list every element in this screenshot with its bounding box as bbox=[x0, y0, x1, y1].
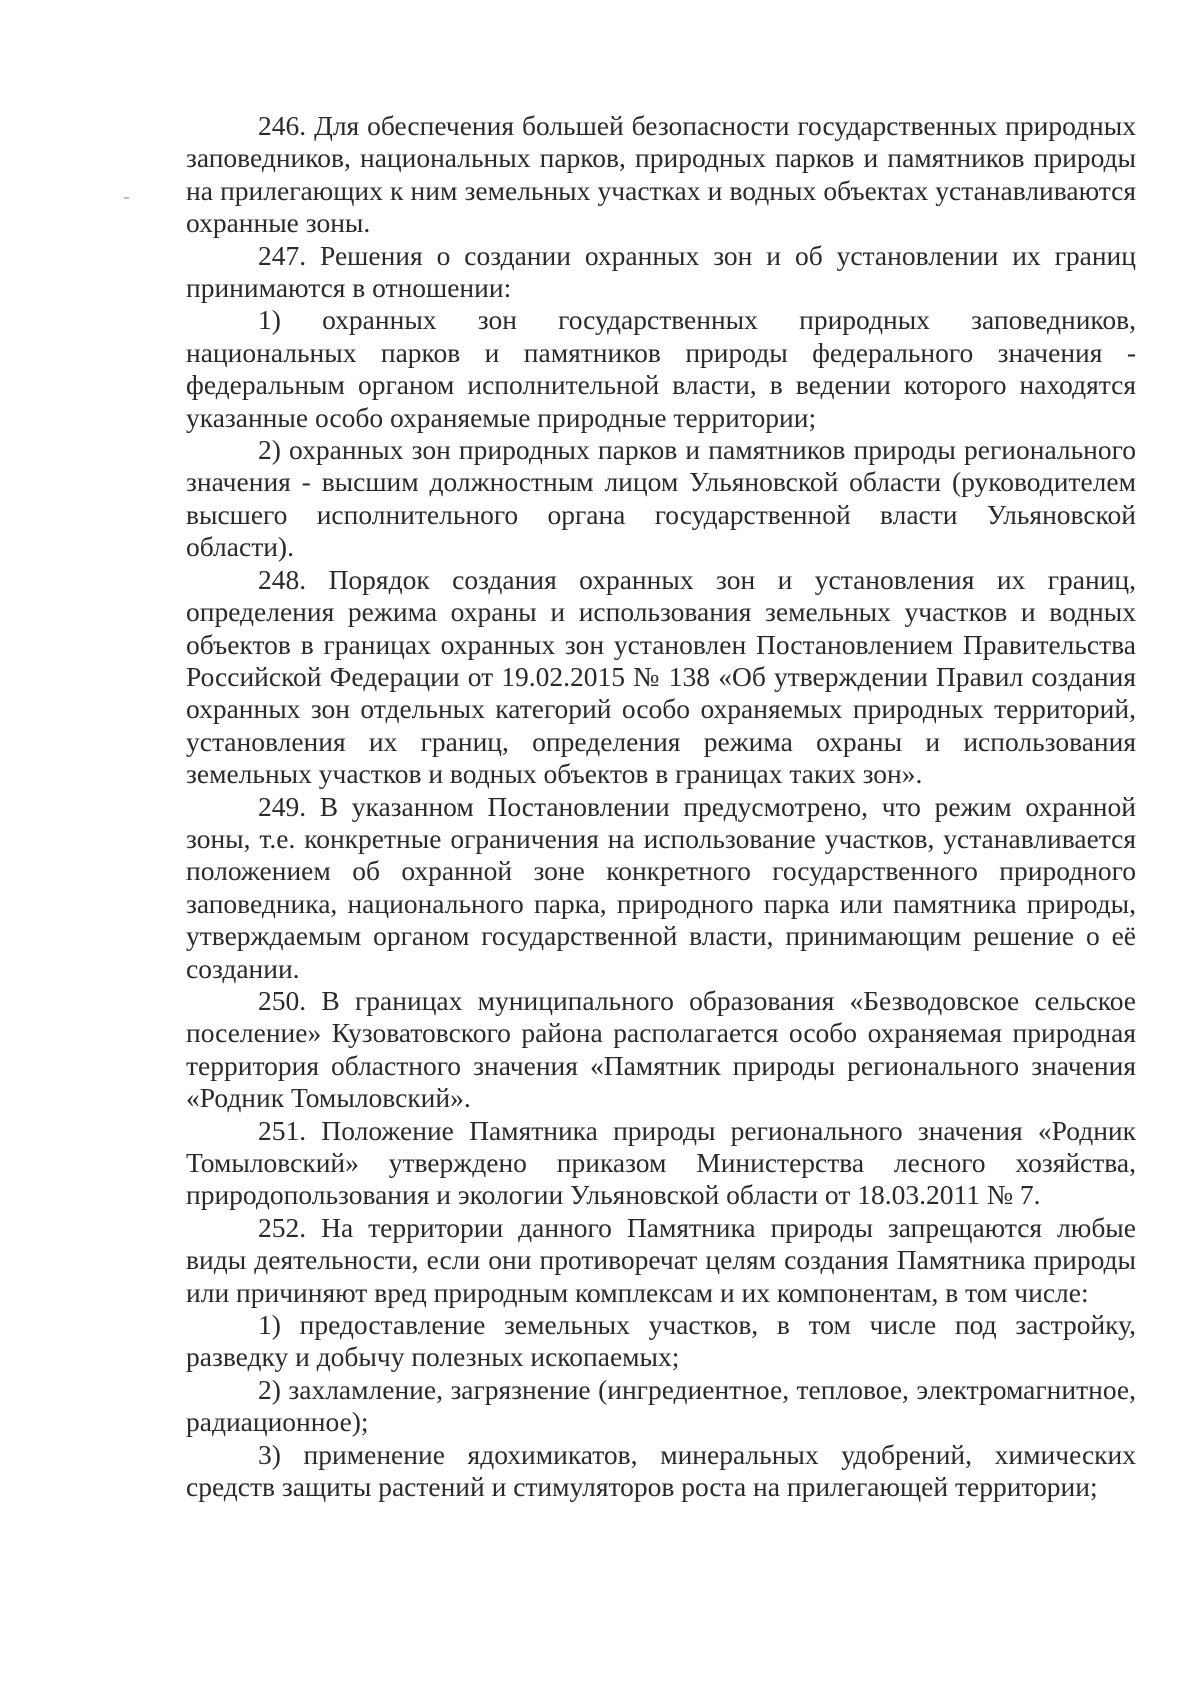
paragraph-251: 251. Положение Памятника природы регионального значения «Родник Томыловский» утверждено приказом Министерства лесного хозяйства, природопользования и экологии Ульяновской области от 18.03.2011 № 7. bbox=[186, 1114, 1136, 1211]
document-body bbox=[186, 110, 1136, 1503]
paragraph-247-item-2: 2) охранных зон природных парков и памятников природы регионального значения - высшим должностным лицом Ульяновской области (руководителем высшего исполнительного органа государственной власти Ульяновской области). bbox=[186, 434, 1136, 563]
paragraph-249: 249. В указанном Постановлении предусмотрено, что режим охранной зоны, т.е. конкретные ограничения на использование участков, устанавливается положением об охранной зоне конкретного государственного природного заповедника, национального парка, природного парка или памятника природы, утверждаемым органом государственной власти, принимающим решение о её создании. bbox=[186, 790, 1136, 984]
paragraph-252: 252. На территории данного Памятника природы запрещаются любые виды деятельности, если они противоречат целям создания Памятника природы или причиняют вред природным комплексам и их компонентам, в том числе: bbox=[186, 1211, 1136, 1308]
paragraph-247: 247. Решения о создании охранных зон и об установлении их границ принимаются в отношении: bbox=[186, 239, 1136, 304]
paragraph-250: 250. В границах муниципального образования «Безводовское сельское поселение» Кузоватовского района располагается особо охраняемая природная территория областного значения «Памятник природы регионального значения «Родник Томыловский». bbox=[186, 984, 1136, 1114]
paragraph-252-item-3: 3) применение ядохимикатов, минеральных удобрений, химических средств защиты растений и стимуляторов роста на прилегающей территории; bbox=[186, 1438, 1136, 1503]
paragraph-252-item-1: 1) предоставление земельных участков, в том числе под застройку, разведку и добычу полезных ископаемых; bbox=[186, 1309, 1136, 1373]
paragraph-247-item-1: 1) охранных зон государственных природных заповедников, национальных парков и памятников природы федерального значения - федеральным органом исполнительной власти, в ведении которого находятся указанные особо охраняемые природные территории; bbox=[186, 304, 1136, 433]
paragraph-248: 248. Порядок создания охранных зон и установления их границ, определения режима охраны и использования земельных участков и водных объектов в границах охранных зон установлен Постановлением Правительства Российской Федерации от 19.02.2015 № 138 «Об утверждении Правил создания охранных зон отдельных категорий особо охраняемых природных территорий, установления их границ, определения режима охраны и использования земельных участков и водных объектов в границах таких зон». bbox=[186, 563, 1136, 790]
scan-artifact bbox=[124, 197, 129, 199]
paragraph-246: 246. Для обеспечения большей безопасности государственных природных заповедников, национальных парков, природных парков и памятников природы на прилегающих к ним земельных участках и водных объектах устанавливаются охранные зоны. bbox=[186, 110, 1136, 239]
paragraph-252-item-2: 2) захламление, загрязнение (ингредиентное, тепловое, электромагнитное, радиационное); bbox=[186, 1373, 1136, 1438]
